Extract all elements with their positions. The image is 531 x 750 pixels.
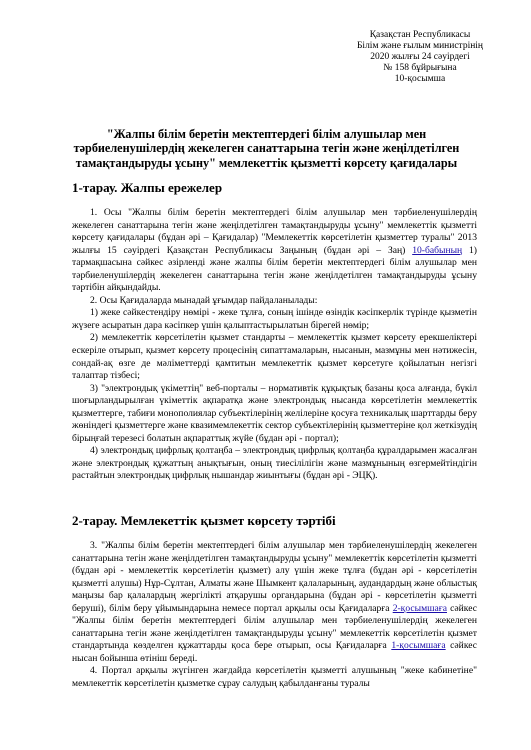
approval-line: 10-қосымша: [394, 74, 446, 84]
section-1-body: [72, 207, 477, 483]
approval-block: [340, 30, 500, 85]
paragraph-5: 3) "электрондық үкіметтің" веб-порталы – нормативтік құқықтық базаны қоса алғанда, бүкіл шоғырландырылған үкіметтік ақпаратқа және электрондық нысанда көрсетілетін мемлекеттік қызметтерге, табиғи монополиялар субъектілерінің желілеріне қосуға техникалық шарттарды беру жөніндегі қызметтерге және квазимемлекеттік сектор субъектілерінің қызметтеріне қол жеткізудің бірыңғай терезесі болатын ақпараттық жүйе (бұдан әрі - портал);: [72, 382, 477, 444]
article-10-link[interactable]: 10-бабының: [412, 244, 463, 256]
paragraph-6: 4) электрондық цифрлық қолтаңба – электрондық цифрлық қолтаңба құралдарымен жасалған және электрондық құжаттың анықтығын, оның тиесілілігін және мазмұнының өзгермейтіндігін растайтын электрондық цифрлық нышандар жиынтығы (бұдан әрі - ЭЦҚ).: [72, 445, 477, 482]
section-2-body: [72, 540, 477, 691]
appendix-2-link[interactable]: 2-қосымшаға: [392, 602, 447, 614]
section-2-heading: 2-тарау. Мемлекеттік қызмет көрсету тәртібі: [72, 513, 336, 528]
paragraph-4: 2) мемлекеттік көрсетілетін қызмет стандарты – мемлекеттік қызмет көрсету ерекшеліктері ескеріле отырып, қызмет көрсету процесінің сипаттамаларын, нысанын, мазмұны мен нәтижесін, сондай-ақ өзге де мәліметтерді қамтитын мемлекеттік қызмет көрсетуге қойылатын негізгі талаптар тізбесі;: [72, 332, 477, 382]
section-1-heading: 1-тарау. Жалпы ережелер: [72, 180, 223, 195]
approval-line: Қазақстан Республикасы: [369, 30, 471, 40]
approval-line: Білім және ғылым министрінің: [356, 41, 484, 51]
paragraph-2: 2. Осы Қағидаларда мынадай ұғымдар пайдаланылады:: [90, 294, 318, 306]
paragraph-8: 4. Портал арқылы жүгінген жағдайда көрсетілетін қызметті алушының "жеке кабинетіне" мемлекеттік көрсетілетін қызметке сұрау салудың қабылданғаны туралы: [72, 665, 477, 690]
appendix-1-link[interactable]: 1-қосымшаға: [391, 640, 446, 652]
paragraph-7: 3. "Жалпы білім беретін мектептердегі білім алушылар мен тәрбиеленушілердің жекелеген санаттарына тегін және жеңілдетілген тамақтандыруды ұсыну" мемлекеттік көрсетілетін қызметті (бұдан әрі - мемлекеттік көрсетілетін қызмет) алу үшін жеке тұлға (бұдан әрі - көрсетілетін қызметті алушы) Нұр-Сұлтан, Алматы және Шымкент қалаларының, аудандардың және облыстық маңызы бар қалалардың жергілікті атқарушы органдарына (бұдан әрі - көрсетілетін қызметті беруші), білім беру ұйымындарына немесе портал арқылы осы Қағидаларға 2-қосымшаға сәйкес "Жалпы білім беретін мектептердегі білім алушылар мен тәрбиеленушілердің жекелеген санаттарына тегін және жеңілдетілген тамақтандыруды ұсыну" мемлекеттік көрсетілетін қызмет стандартында көзделген құжаттарды қоса бере отырып, осы Қағидаларға 1-қосымшаға сәйкес нысан бойынша өтініш береді.: [72, 540, 477, 664]
paragraph-1: 1. Осы "Жалпы білім беретін мектептердегі білім алушылар мен тәрбиеленушілердің жекелеген санаттарына тегін және жеңілдетілген тамақтандыруды ұсыну" мемлекеттік қызметті көрсету қағидалары (бұдан әрі – Қағидалар) "Мемлекеттік көрсетілетін қызметтер туралы" 2013 жылғы 15 сәуірдегі Қазақстан Республикасы Заңының (бұдан әрі – Заң) 10-бабының 1) тармақшасына сәйкес әзірленді және жалпы білім беретін мектептердегі білім алушылар мен тәрбиеленушілердің жекелеген санаттарына тегін және жеңілдетілген тамақтандыруды ұсыну тәртібін айқындайды.: [72, 207, 478, 294]
approval-line: № 158 бұйрығына: [383, 63, 457, 73]
document-title: "Жалпы білім беретін мектептердегі білім алушылар мен тәрбиеленушілердің жекелеген санаттарына тегін және жеңілдетілген тамақтандыруды ұсыну" мемлекеттік қызметті көрсету қағидалары: [73, 127, 460, 170]
paragraph-3: 1) жеке сәйкестендіру нөмірі - жеке тұлға, соның ішінде өзіндік кәсіпкерлік түрінде қызметін жүзеге асыратын дара кәсіпкер үшін қалыптастырылатын бірегей нөмір;: [72, 307, 477, 331]
approval-line: 2020 жылғы 24 сәуірдегі: [370, 52, 470, 62]
